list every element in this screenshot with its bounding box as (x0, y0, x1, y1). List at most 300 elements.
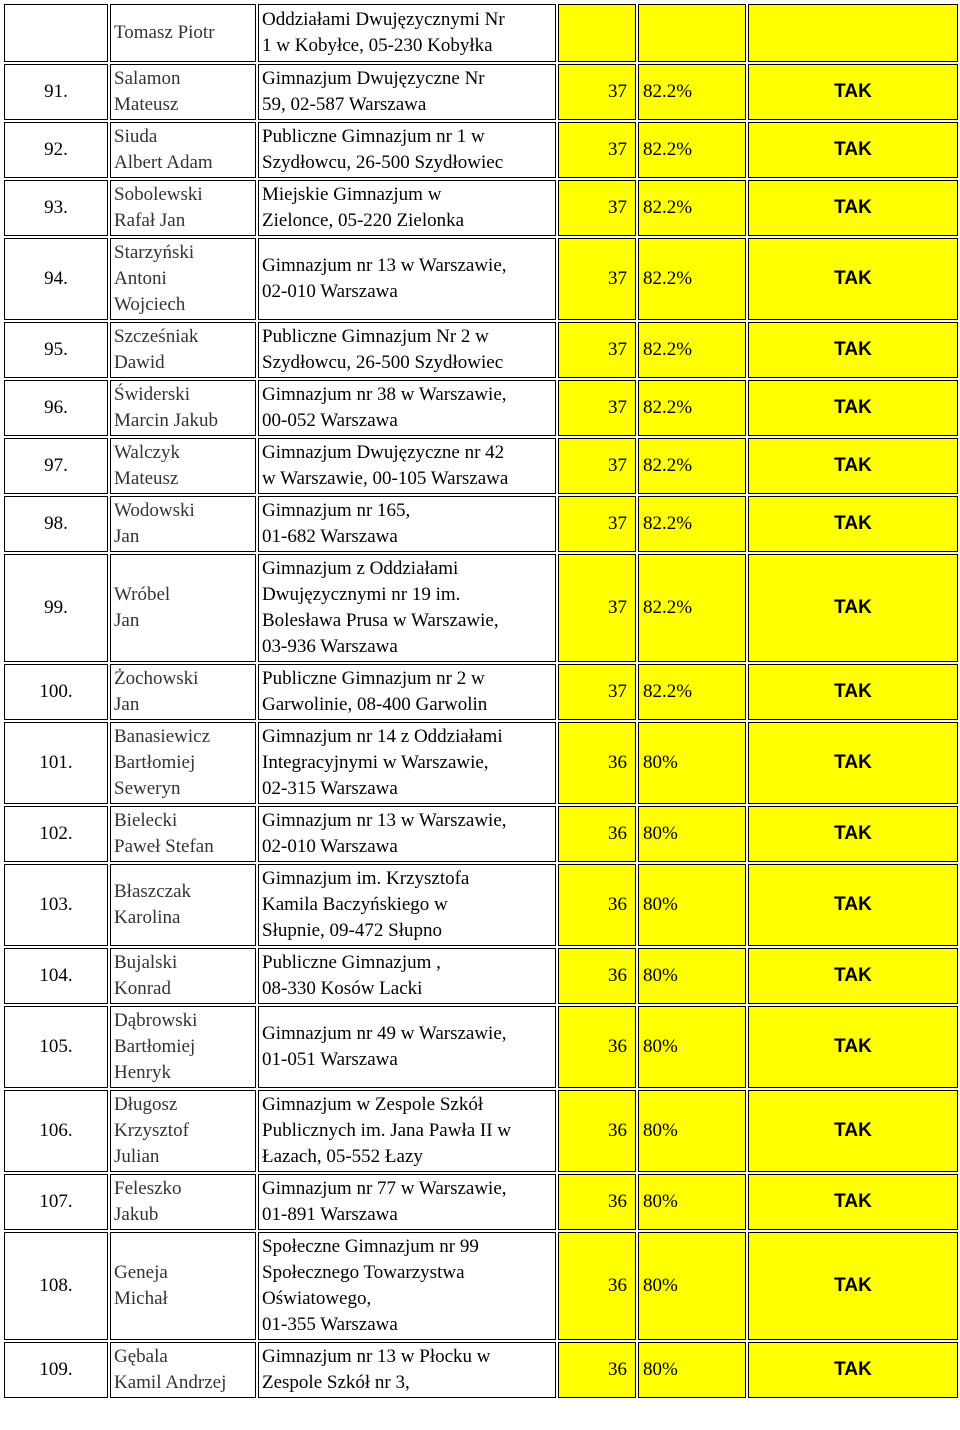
student-name-line: Tomasz Piotr (114, 22, 215, 43)
row-number-cell (4, 380, 108, 436)
school-line: Gimnazjum nr 49 w Warszawie, (262, 1023, 507, 1044)
school-cell (258, 1342, 556, 1398)
student-name-cell (110, 122, 256, 178)
row-number: 105. (39, 1036, 73, 1057)
school-cell (258, 554, 556, 662)
student-name-line: Błaszczak (114, 881, 192, 902)
table-row (4, 1232, 958, 1340)
points-value: 36 (608, 1036, 627, 1057)
student-name-line: Dąbrowski (114, 1010, 198, 1031)
points-cell (558, 122, 636, 178)
points-value: 37 (608, 681, 627, 702)
school-line: Zespole Szkół nr 3, (262, 1372, 410, 1393)
student-name-line: Kamil Andrzej (114, 1372, 227, 1393)
school-cell (258, 64, 556, 120)
student-name-line: Walczyk (114, 442, 180, 463)
result-value: TAK (834, 139, 872, 160)
percent-value: 82.2% (643, 397, 693, 418)
points-cell (558, 1232, 636, 1340)
row-number: 109. (39, 1359, 73, 1380)
percent-cell (638, 664, 746, 720)
student-name-line: Gębala (114, 1346, 168, 1367)
school-line: Zielonce, 05-220 Zielonka (262, 210, 465, 231)
student-name-line: Antoni (114, 268, 167, 289)
result-cell (748, 948, 958, 1004)
row-number-cell (4, 122, 108, 178)
school-line: 03-936 Warszawa (262, 636, 398, 657)
percent-cell (638, 1090, 746, 1172)
percent-cell (638, 722, 746, 804)
result-value: TAK (834, 1036, 872, 1057)
percent-cell (638, 1342, 746, 1398)
row-number: 104. (39, 965, 73, 986)
percent-value: 80% (643, 1036, 678, 1057)
points-value: 37 (608, 397, 627, 418)
student-name-line: Dawid (114, 352, 165, 373)
points-value: 37 (608, 513, 627, 534)
row-number: 95. (44, 339, 68, 360)
school-line: Publiczne Gimnazjum nr 2 w (262, 668, 485, 689)
percent-cell (638, 1174, 746, 1230)
school-line: Gimnazjum nr 38 w Warszawie, (262, 384, 507, 405)
row-number: 102. (39, 823, 73, 844)
student-name-line: Bielecki (114, 810, 178, 831)
table-row (4, 554, 958, 662)
points-cell (558, 438, 636, 494)
row-number: 94. (44, 268, 68, 289)
school-line: Bolesława Prusa w Warszawie, (262, 610, 499, 631)
percent-value: 80% (643, 823, 678, 844)
result-value: TAK (834, 1275, 872, 1296)
percent-value: 80% (643, 965, 678, 986)
result-cell (748, 180, 958, 236)
student-name-cell (110, 664, 256, 720)
points-value: 37 (608, 197, 627, 218)
result-value: TAK (834, 965, 872, 986)
student-name-line: Karolina (114, 907, 181, 928)
student-name-cell (110, 496, 256, 552)
student-name-line: Konrad (114, 978, 171, 999)
row-number-cell (4, 864, 108, 946)
percent-cell (638, 64, 746, 120)
points-cell (558, 180, 636, 236)
result-cell (748, 322, 958, 378)
row-number: 97. (44, 455, 68, 476)
row-number: 92. (44, 139, 68, 160)
result-cell (748, 722, 958, 804)
row-number: 103. (39, 894, 73, 915)
student-name-cell (110, 806, 256, 862)
percent-cell (638, 238, 746, 320)
points-cell (558, 1090, 636, 1172)
percent-cell (638, 948, 746, 1004)
result-value: TAK (834, 1359, 872, 1380)
points-value: 36 (608, 894, 627, 915)
percent-value: 82.2% (643, 197, 693, 218)
row-number: 96. (44, 397, 68, 418)
row-number-cell (4, 238, 108, 320)
school-line: Gimnazjum nr 165, (262, 500, 411, 521)
school-cell (258, 1090, 556, 1172)
row-number: 91. (44, 81, 68, 102)
school-line: Oświatowego, (262, 1288, 372, 1309)
school-line: Gimnazjum nr 13 w Warszawie, (262, 255, 507, 276)
result-cell (748, 238, 958, 320)
school-line: Integracyjnymi w Warszawie, (262, 752, 489, 773)
student-name-line: Wojciech (114, 294, 186, 315)
row-number-cell (4, 722, 108, 804)
result-value: TAK (834, 823, 872, 844)
points-cell (558, 1342, 636, 1398)
points-value: 36 (608, 965, 627, 986)
school-line: 02-010 Warszawa (262, 281, 398, 302)
result-cell (748, 1090, 958, 1172)
percent-value: 82.2% (643, 597, 693, 618)
table-row (4, 180, 958, 236)
school-line: 01-355 Warszawa (262, 1314, 398, 1335)
student-name-line: Wodowski (114, 500, 195, 521)
results-table (2, 2, 960, 1400)
school-line: Kamila Baczyńskiego w (262, 894, 448, 915)
student-name-line: Banasiewicz (114, 726, 211, 747)
percent-cell (638, 380, 746, 436)
student-name-cell (110, 64, 256, 120)
student-name-line: Długosz (114, 1094, 178, 1115)
result-cell (748, 496, 958, 552)
result-cell (748, 806, 958, 862)
school-cell (258, 1006, 556, 1088)
school-cell (258, 238, 556, 320)
percent-cell (638, 4, 746, 62)
table-row (4, 4, 958, 62)
student-name-line: Jan (114, 610, 140, 631)
table-row (4, 948, 958, 1004)
percent-value: 82.2% (643, 513, 693, 534)
percent-cell (638, 806, 746, 862)
school-line: Dwujęzycznymi nr 19 im. (262, 584, 461, 605)
result-cell (748, 554, 958, 662)
result-value: TAK (834, 1191, 872, 1212)
student-name-line: Paweł Stefan (114, 836, 214, 857)
points-cell (558, 554, 636, 662)
row-number: 100. (39, 681, 73, 702)
student-name-cell (110, 1174, 256, 1230)
row-number: 101. (39, 752, 73, 773)
row-number-cell (4, 948, 108, 1004)
student-name-line: Bujalski (114, 952, 178, 973)
school-line: w Warszawie, 00-105 Warszawa (262, 468, 509, 489)
student-name-line: Świderski (114, 384, 190, 405)
student-name-line: Bartłomiej (114, 752, 196, 773)
school-cell (258, 1232, 556, 1340)
student-name-line: Jan (114, 694, 140, 715)
school-line: Gimnazjum Dwujęzyczne Nr (262, 68, 485, 89)
student-name-line: Krzysztof (114, 1120, 189, 1141)
student-name-line: Seweryn (114, 778, 181, 799)
row-number-cell (4, 438, 108, 494)
student-name-cell (110, 322, 256, 378)
percent-cell (638, 322, 746, 378)
results-table-body (4, 4, 958, 1398)
student-name-line: Siuda (114, 126, 158, 147)
result-cell (748, 438, 958, 494)
points-cell (558, 948, 636, 1004)
points-cell (558, 64, 636, 120)
school-line: Społeczne Gimnazjum nr 99 (262, 1236, 479, 1257)
percent-cell (638, 180, 746, 236)
row-number-cell (4, 806, 108, 862)
result-value: TAK (834, 81, 872, 102)
row-number-cell (4, 1174, 108, 1230)
points-value: 36 (608, 752, 627, 773)
result-cell (748, 122, 958, 178)
school-cell (258, 948, 556, 1004)
school-line: 00-052 Warszawa (262, 410, 398, 431)
row-number: 106. (39, 1120, 73, 1141)
student-name-cell (110, 864, 256, 946)
school-line: 08-330 Kosów Lacki (262, 978, 423, 999)
percent-value: 82.2% (643, 268, 693, 289)
student-name-line: Michał (114, 1288, 168, 1309)
points-cell (558, 380, 636, 436)
table-row (4, 322, 958, 378)
student-name-line: Albert Adam (114, 152, 213, 173)
student-name-cell (110, 180, 256, 236)
student-name-cell (110, 238, 256, 320)
points-cell (558, 322, 636, 378)
points-cell (558, 496, 636, 552)
student-name-cell (110, 380, 256, 436)
result-value: TAK (834, 894, 872, 915)
school-line: Gimnazjum w Zespole Szkół (262, 1094, 484, 1115)
row-number: 108. (39, 1275, 73, 1296)
school-line: Gimnazjum im. Krzysztofa (262, 868, 470, 889)
result-value: TAK (834, 681, 872, 702)
result-cell (748, 1232, 958, 1340)
points-value: 36 (608, 823, 627, 844)
points-value: 36 (608, 1275, 627, 1296)
row-number-cell (4, 664, 108, 720)
school-line: Publiczne Gimnazjum Nr 2 w (262, 326, 489, 347)
student-name-line: Jakub (114, 1204, 159, 1225)
school-line: Szydłowcu, 26-500 Szydłowiec (262, 352, 504, 373)
school-line: Słupnie, 09-472 Słupno (262, 920, 442, 941)
school-cell (258, 806, 556, 862)
table-row (4, 864, 958, 946)
school-cell (258, 1174, 556, 1230)
school-cell (258, 664, 556, 720)
student-name-line: Sobolewski (114, 184, 203, 205)
table-row (4, 122, 958, 178)
school-line: Szydłowcu, 26-500 Szydłowiec (262, 152, 504, 173)
school-cell (258, 496, 556, 552)
table-row (4, 238, 958, 320)
points-cell (558, 864, 636, 946)
student-name-line: Jan (114, 526, 140, 547)
table-row (4, 1342, 958, 1398)
student-name-line: Henryk (114, 1062, 171, 1083)
result-value: TAK (834, 197, 872, 218)
row-number: 98. (44, 513, 68, 534)
result-value: TAK (834, 397, 872, 418)
row-number-cell (4, 496, 108, 552)
percent-value: 82.2% (643, 139, 693, 160)
result-cell (748, 1174, 958, 1230)
student-name-line: Mateusz (114, 468, 179, 489)
school-line: Miejskie Gimnazjum w (262, 184, 442, 205)
result-value: TAK (834, 1120, 872, 1141)
result-cell (748, 380, 958, 436)
school-cell (258, 322, 556, 378)
student-name-line: Julian (114, 1146, 160, 1167)
table-row (4, 496, 958, 552)
result-value: TAK (834, 455, 872, 476)
percent-cell (638, 496, 746, 552)
row-number-cell (4, 1090, 108, 1172)
student-name-cell (110, 438, 256, 494)
percent-value: 82.2% (643, 681, 693, 702)
table-row (4, 1006, 958, 1088)
percent-value: 80% (643, 752, 678, 773)
school-line: 1 w Kobyłce, 05-230 Kobyłka (262, 35, 493, 56)
student-name-line: Marcin Jakub (114, 410, 218, 431)
result-cell (748, 4, 958, 62)
student-name-line: Salamon (114, 68, 181, 89)
percent-cell (638, 1232, 746, 1340)
table-row (4, 664, 958, 720)
points-value: 36 (608, 1191, 627, 1212)
school-line: Gimnazjum z Oddziałami (262, 558, 459, 579)
school-line: Gimnazjum nr 14 z Oddziałami (262, 726, 503, 747)
student-name-line: Mateusz (114, 94, 179, 115)
percent-value: 82.2% (643, 455, 693, 476)
percent-value: 80% (643, 1359, 678, 1380)
result-value: TAK (834, 268, 872, 289)
percent-cell (638, 122, 746, 178)
percent-value: 80% (643, 894, 678, 915)
points-value: 37 (608, 339, 627, 360)
table-row (4, 1090, 958, 1172)
student-name-line: Wróbel (114, 584, 171, 605)
percent-cell (638, 1006, 746, 1088)
student-name-line: Feleszko (114, 1178, 182, 1199)
result-value: TAK (834, 597, 872, 618)
school-cell (258, 380, 556, 436)
points-value: 36 (608, 1359, 627, 1380)
result-value: TAK (834, 752, 872, 773)
percent-value: 82.2% (643, 339, 693, 360)
points-value: 37 (608, 139, 627, 160)
points-cell (558, 4, 636, 62)
percent-value: 82.2% (643, 81, 693, 102)
table-row (4, 1174, 958, 1230)
result-cell (748, 664, 958, 720)
result-cell (748, 1006, 958, 1088)
student-name-cell (110, 1090, 256, 1172)
school-line: Społecznego Towarzystwa (262, 1262, 465, 1283)
row-number-cell (4, 4, 108, 62)
school-cell (258, 438, 556, 494)
student-name-line: Rafał Jan (114, 210, 186, 231)
student-name-cell (110, 1232, 256, 1340)
school-line: Publiczne Gimnazjum , (262, 952, 441, 973)
student-name-cell (110, 1006, 256, 1088)
student-name-line: Szcześniak (114, 326, 199, 347)
school-line: 02-315 Warszawa (262, 778, 398, 799)
school-line: Gimnazjum nr 13 w Warszawie, (262, 810, 507, 831)
student-name-cell (110, 722, 256, 804)
points-cell (558, 664, 636, 720)
row-number-cell (4, 554, 108, 662)
result-value: TAK (834, 339, 872, 360)
student-name-line: Starzyński (114, 242, 195, 263)
student-name-cell (110, 554, 256, 662)
table-row (4, 806, 958, 862)
row-number-cell (4, 1342, 108, 1398)
result-cell (748, 1342, 958, 1398)
points-value: 37 (608, 268, 627, 289)
school-line: Gimnazjum nr 77 w Warszawie, (262, 1178, 507, 1199)
student-name-line: Żochowski (114, 668, 199, 689)
percent-value: 80% (643, 1275, 678, 1296)
row-number: 93. (44, 197, 68, 218)
school-line: Oddziałami Dwujęzycznymi Nr (262, 9, 505, 30)
school-cell (258, 122, 556, 178)
row-number: 99. (44, 597, 68, 618)
table-row (4, 380, 958, 436)
school-line: Garwolinie, 08-400 Garwolin (262, 694, 488, 715)
points-cell (558, 238, 636, 320)
school-line: 02-010 Warszawa (262, 836, 398, 857)
row-number-cell (4, 1232, 108, 1340)
row-number-cell (4, 322, 108, 378)
school-line: Gimnazjum nr 13 w Płocku w (262, 1346, 491, 1367)
school-cell (258, 4, 556, 62)
percent-value: 80% (643, 1120, 678, 1141)
student-name-line: Geneja (114, 1262, 168, 1283)
table-row (4, 438, 958, 494)
student-name-cell (110, 948, 256, 1004)
points-cell (558, 1174, 636, 1230)
percent-cell (638, 864, 746, 946)
row-number-cell (4, 64, 108, 120)
row-number-cell (4, 1006, 108, 1088)
result-value: TAK (834, 513, 872, 534)
school-line: 01-682 Warszawa (262, 526, 398, 547)
school-line: Łazach, 05-552 Łazy (262, 1146, 423, 1167)
school-line: Publicznych im. Jana Pawła II w (262, 1120, 512, 1141)
school-line: Gimnazjum Dwujęzyczne nr 42 (262, 442, 505, 463)
school-cell (258, 180, 556, 236)
points-value: 37 (608, 597, 627, 618)
table-row (4, 722, 958, 804)
school-cell (258, 864, 556, 946)
row-number: 107. (39, 1191, 73, 1212)
student-name-cell (110, 1342, 256, 1398)
points-cell (558, 806, 636, 862)
points-cell (558, 1006, 636, 1088)
school-line: 01-891 Warszawa (262, 1204, 398, 1225)
result-cell (748, 864, 958, 946)
points-value: 37 (608, 81, 627, 102)
school-cell (258, 722, 556, 804)
row-number-cell (4, 180, 108, 236)
school-line: 59, 02-587 Warszawa (262, 94, 427, 115)
points-value: 37 (608, 455, 627, 476)
result-cell (748, 64, 958, 120)
school-line: Publiczne Gimnazjum nr 1 w (262, 126, 485, 147)
student-name-line: Bartłomiej (114, 1036, 196, 1057)
